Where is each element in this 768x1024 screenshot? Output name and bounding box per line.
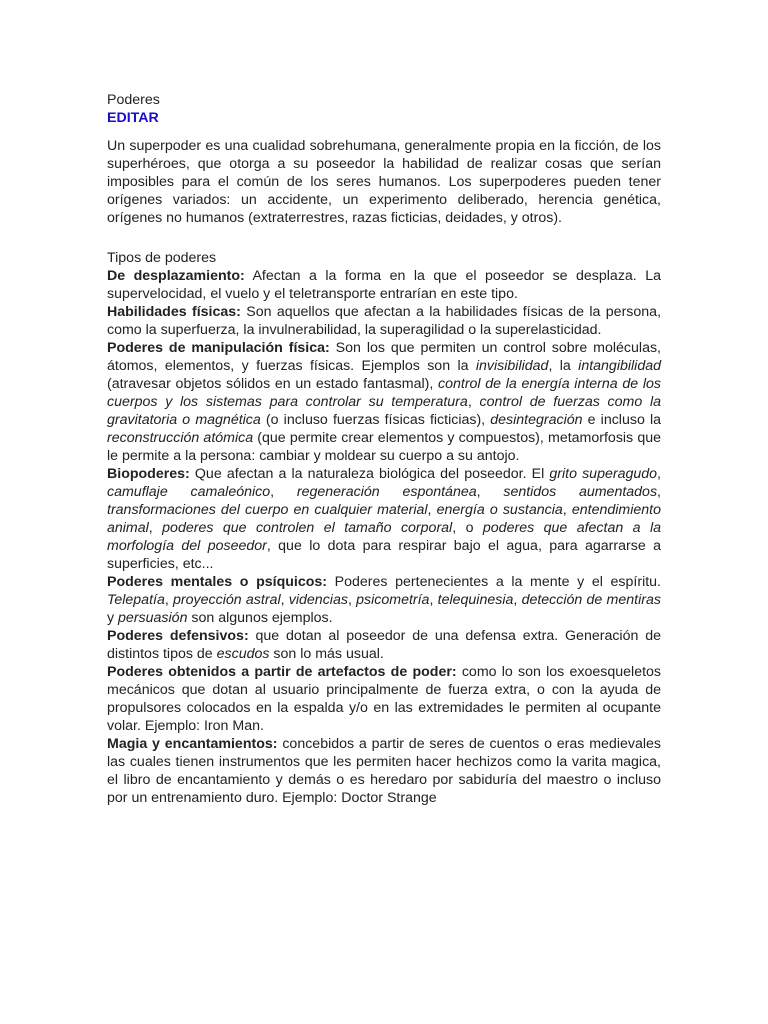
edit-link[interactable]: EDITAR (107, 110, 159, 126)
italic-example: reconstrucción atómica (107, 430, 254, 446)
description-text: , (429, 592, 438, 608)
power-type-term: De desplazamiento: (107, 268, 245, 284)
italic-example: control de fuerzas como la gravitatoria o magnética (107, 394, 661, 428)
description-text: , (164, 592, 174, 608)
description-text: Afectan a la forma en la que el poseedor se desplaza. La supervelocidad, el vuelo y el teletransporte entrarían en este tipo. (107, 268, 661, 302)
page-title: Poderes (107, 92, 160, 108)
power-type-item (107, 303, 661, 339)
section-title: Tipos de poderes (107, 250, 217, 266)
italic-example: proyección astral (173, 592, 281, 608)
description-text: , (280, 592, 289, 608)
italic-example: energía o sustancia (436, 502, 563, 518)
italic-example: poderes que afectan a la morfología del poseedor (107, 520, 662, 554)
description-text: , o (452, 520, 483, 536)
power-type-term: Habilidades físicas: (107, 304, 241, 320)
description-text: (o incluso fuerzas físicas ficticias), (260, 412, 491, 428)
description-text: como lo son los exoesqueletos mecánicos que dotan al usuario principalmente de fuerza extra, o con la ayuda de propulsores colocados en la espalda y/o en las extremidades le permiten al ocupante volar. Ejemplo: Iron Man. (107, 664, 662, 734)
description-text: , (657, 484, 661, 500)
power-type-item (107, 735, 661, 807)
description-text: que dotan al poseedor de una defensa extra. Generación de distintos tipos de (107, 628, 661, 662)
power-type-term: Poderes de manipulación física: (107, 340, 330, 356)
description-text: Poderes pertenecientes a la mente y el espíritu. (327, 574, 662, 590)
description-text: Son aquellos que afectan a la habilidades físicas de la persona, como la superfuerza, la invulnerabilidad, la superagilidad o la superelasticidad. (107, 304, 662, 338)
italic-example: transformaciones del cuerpo en cualquier material (107, 502, 428, 518)
power-type-item (107, 627, 661, 663)
description-text: , (562, 502, 572, 518)
description-text: son lo más usual. (269, 646, 384, 662)
italic-example: control de la energía interna de los cuerpos y los sistemas para controlar su temperatura (107, 376, 662, 410)
power-type-term: Poderes mentales o psíquicos: (107, 574, 328, 590)
description-text: , (270, 484, 297, 500)
description-text: Son los que permiten un control sobre moléculas, átomos, elementos, y fuerzas físicas. Ejemplos son la (107, 340, 661, 374)
description-text: , (657, 466, 661, 482)
description-text: , (513, 592, 522, 608)
description-text: , (148, 520, 163, 536)
power-type-term: Poderes obtenidos a partir de artefactos de poder: (107, 664, 457, 680)
power-type-term: Magia y encantamientos: (107, 736, 278, 752)
italic-example: detección de mentiras (521, 592, 661, 608)
description-text: (atravesar objetos sólidos en un estado fantasmal), (107, 376, 438, 392)
description-text: son algunos ejemplos. (187, 610, 333, 626)
italic-example: intangibilidad (578, 358, 661, 374)
description-text: , (427, 502, 437, 518)
italic-example: sentidos aumentados (503, 484, 658, 500)
italic-example: telequinesia (437, 592, 514, 608)
power-types-list (107, 267, 661, 807)
italic-example: invisibilidad (475, 358, 549, 374)
intro-paragraph: Un superpoder es una cualidad sobrehumana, generalmente propia en la ficción, de los superhéroes, que otorga a su poseedor la habilidad de realizar cosas que serían imposibles para el común de los seres humanos. Los superpoderes pueden tener orígenes variados: un accidente, un experimento deliberado, herencia genética, orígenes no humanos (extraterrestres, razas ficticias, deidades, y otros). (107, 138, 661, 226)
document-page (107, 91, 661, 807)
italic-example: camuflaje camaleónico (107, 484, 271, 500)
italic-example: regeneración espontánea (296, 484, 477, 500)
italic-example: desintegración (490, 412, 583, 428)
power-type-term: Poderes defensivos: (107, 628, 249, 644)
description-text: Que afectan a la naturaleza biológica del poseedor. El (189, 466, 550, 482)
italic-example: escudos (216, 646, 270, 662)
power-type-item (107, 267, 661, 303)
italic-example: persuasión (118, 610, 188, 626)
description-text: y (107, 610, 119, 626)
description-text: , (476, 484, 504, 500)
description-text: concebidos a partir de seres de cuentos o eras medievales las cuales tienen instrumentos que les permiten hacer hechizos como la varita magica, el libro de encantamiento y demás o es heredaro por sabiduría del maestro o incluso por un entrenamiento duro. Ejemplo: Doctor Strange (107, 736, 661, 806)
power-type-item (107, 573, 661, 627)
power-type-item (107, 339, 661, 465)
description-text: , la (548, 358, 579, 374)
italic-example: entendimiento animal (107, 502, 661, 536)
italic-example: videncias (288, 592, 348, 608)
description-text: (que permite crear elementos y compuestos), metamorfosis que le permite a la persona: cambiar y moldear su cuerpo a su antojo. (107, 430, 661, 464)
power-type-term: Biopoderes: (107, 466, 190, 482)
power-type-item (107, 663, 661, 735)
power-type-item (107, 465, 661, 573)
description-text: , (467, 394, 480, 410)
italic-example: grito superagudo (549, 466, 658, 482)
description-text: e incluso la (582, 412, 662, 428)
description-text: , que lo dota para respirar bajo el agua, para agarrarse a superficies, etc... (107, 538, 661, 572)
italic-example: poderes que controlen el tamaño corporal (162, 520, 453, 536)
italic-example: psicometría (356, 592, 430, 608)
italic-example: Telepatía (107, 592, 165, 608)
description-text: , (347, 592, 357, 608)
